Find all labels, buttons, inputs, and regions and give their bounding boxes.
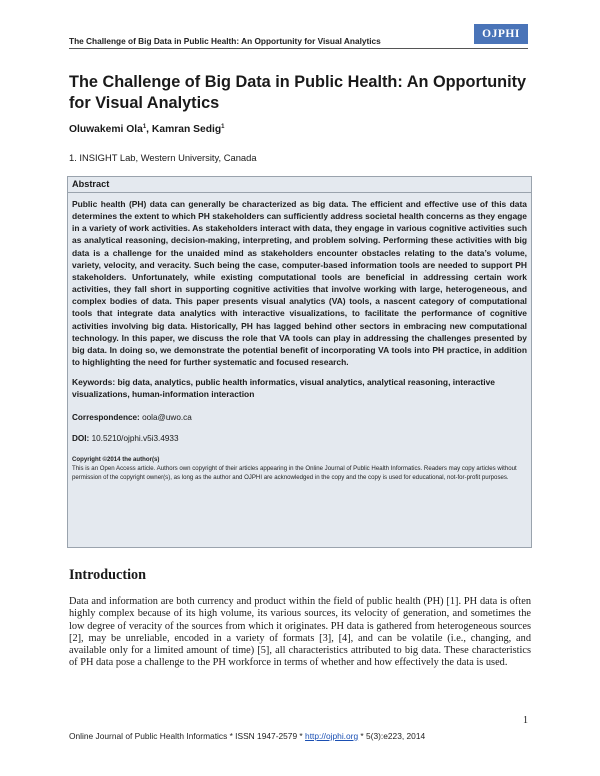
page-number: 1 — [523, 715, 528, 726]
footer-journal: Online Journal of Public Health Informatics * ISSN 1947-2579 * — [69, 731, 306, 741]
keywords-label: Keywords: — [72, 377, 116, 388]
author-name: Kamran Sedig — [151, 124, 222, 135]
correspondence-label: Correspondence: — [72, 412, 140, 422]
section-heading-introduction: Introduction — [69, 567, 146, 583]
author-separator: , — [146, 124, 152, 135]
copyright-notice — [68, 455, 531, 482]
doi — [68, 433, 531, 444]
doi-label: DOI: — [72, 433, 90, 443]
correspondence-email[interactable]: oola@uwo.ca — [142, 412, 192, 422]
author-list — [69, 124, 225, 135]
author-name: Oluwakemi Ola — [69, 124, 143, 135]
correspondence — [68, 412, 531, 423]
doi-value[interactable]: 10.5210/ojphi.v5i3.4933 — [91, 433, 179, 443]
keywords-text: big data, analytics, public health informatics, visual analytics, analytical reasoning, interactive visualizations, human-information interaction — [72, 377, 495, 400]
journal-url-link[interactable]: http://ojphi.org — [305, 731, 359, 741]
paper-title: The Challenge of Big Data in Public Health: An Opportunity for Visual Analytics — [69, 73, 527, 112]
page-footer — [69, 731, 425, 741]
author-affil-mark: 1 — [142, 124, 147, 130]
abstract-text: Public health (PH) data can generally be characterized as big data. The efficient and effective use of this data determines the extent to which PH stakeholders can sufficiently address societal health concerns as they engage in a variety of work activities. As stakeholders interact with data, they engage in various cognitive activities such as analytical reasoning, decision-making, interpreting, and problem solving. Performing these activities with big data is a challenge for the unaided mind as stakeholders encounter obstacles relating to the data’s volume, variety, velocity, and veracity. Such being the case, computer-based information tools are needed to support PH stakeholders. Unfortunately, while existing computational tools are beneficial in addressing certain work activities, they fall short in supporting cognitive activities that involve working with large, heterogeneous, and complex bodies of data. This paper presents visual analytics (VA) tools, a nascent category of computational tools that integrate data analytics with interactive visualizations, to facilitate the performance of cognitive activities involving big data. Historically, PH has lagged behind other sectors in embracing new computational technology. In this paper, we discuss the role that VA tools can play in addressing the challenges presented by big data. In doing so, we demonstrate the potential benefit of incorporating VA tools into PH practice, in addition to highlighting the need for further systematic and focused research. — [72, 199, 527, 368]
journal-badge: OJPHI — [474, 24, 528, 44]
footer-issue: * 5(3):e223, 2014 — [358, 731, 426, 741]
abstract-heading: Abstract — [68, 177, 531, 193]
running-header: The Challenge of Big Data in Public Health: An Opportunity for Visual Analytics — [69, 36, 381, 46]
copyright-text: This is an Open Access article. Authors own copyright of their articles appearing in the Online Journal of Public Health Informatics. Readers may copy articles without permission of the copyright owner(s), as long as the author and OJPHI are acknowledged in the copy and the copy is used for educational, not-for-profit purposes. — [72, 464, 517, 481]
keywords — [68, 376, 531, 400]
author-affil-mark: 1 — [221, 124, 225, 130]
copyright-heading: Copyright ©2014 the author(s) — [72, 455, 160, 463]
affiliation: 1. INSIGHT Lab, Western University, Canada — [69, 152, 257, 163]
abstract-box — [67, 176, 532, 548]
header-rule — [69, 48, 528, 49]
intro-paragraph: Data and information are both currency and product within the field of public health (PH) [1]. PH data is often highly complex because of its high volume, its various sources, its velocity of generation, and sometimes the low degree of veracity of the sources from which it originates. PH data is gathered from heterogeneous sources [2], may be unreliable, encoded in a variety of formats [3], [4], and can be volatile (i.e., changing, and available only for a limited amount of time) [5], all characteristics attributed to big data. These characteristics of PH data pose a challenge to the PH workforce in terms of whether and how effectively the data is used. — [69, 596, 531, 669]
